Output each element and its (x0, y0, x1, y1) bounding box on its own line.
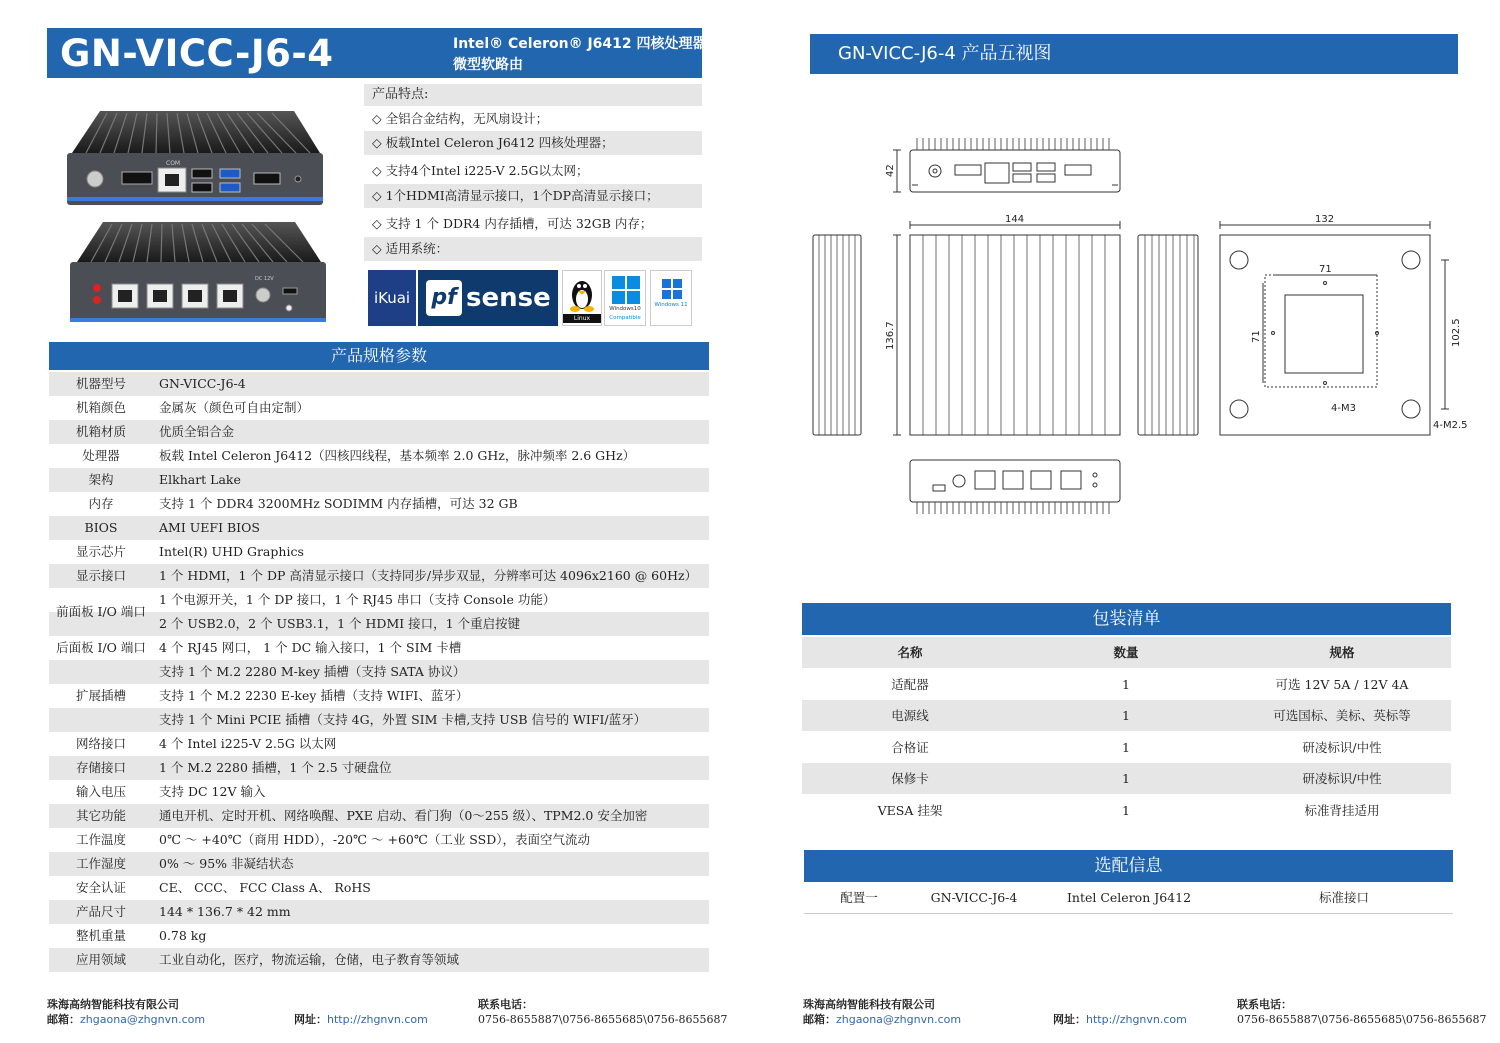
spec-label: 存储接口 (75, 760, 126, 775)
spec-value: 金属灰（颜色可自由定制） (159, 400, 310, 415)
win10-text-2: Compatible (609, 315, 641, 321)
dim-width: 144 (1005, 214, 1025, 225)
spec-label: 机箱材质 (75, 424, 126, 439)
footer-email-label: 邮箱： (47, 1013, 80, 1026)
windows-icon (606, 273, 646, 309)
dim-vesa-width: 71 (1319, 264, 1332, 275)
option-row (804, 882, 1453, 914)
footer-phone-right (1237, 997, 1487, 1027)
package-header-row (802, 637, 1451, 668)
feature-item: ◇ 支持 1 个 DDR4 内存插槽，可达 32GB 内存； (372, 216, 653, 231)
spec-label: 架构 (88, 472, 114, 487)
package-header: 名称 (897, 645, 923, 660)
dim-height: 42 (885, 164, 896, 177)
sense-text: sense (466, 283, 551, 313)
package-spec: 研凌标识/中性 (1302, 740, 1382, 755)
feature-item: ◇ 板载Intel Celeron J6412 四核处理器； (364, 131, 702, 155)
spec-label: 工作温度 (75, 832, 126, 847)
feature-item: ◇ 1个HDMI高清显示接口，1个DP高清显示接口； (364, 184, 702, 208)
spec-value: 板载 Intel Celeron J6412（四核四线程，基本频率 2.0 GHz，脉冲频率 2.6 GHz） (159, 448, 636, 463)
spec-label: 整机重量 (75, 928, 126, 943)
package-qty: 1 (1122, 708, 1130, 723)
package-name: 合格证 (891, 740, 929, 755)
com-port-label: COM (166, 160, 181, 167)
spec-value: 1 个 M.2 2280 插槽，1 个 2.5 寸硬盘位 (159, 760, 392, 775)
option-model: GN-VICC-J6-4 (930, 890, 1018, 905)
footer-site-label: 网址： (294, 1013, 327, 1026)
dim-depth: 136.7 (885, 321, 896, 350)
spec-title: 产品规格参数 (330, 346, 427, 365)
spec-value: 4 个 RJ45 网口， 1 个 DC 输入接口，1 个 SIM 卡槽 (159, 640, 462, 655)
feature-item: ◇ 支持4个Intel i225-V 2.5G以太网； (372, 163, 589, 178)
feature-item: ◇ 适用系统： (364, 237, 702, 261)
footer-phone-value: 0756-8655887\0756-8655685\0756-8655687 (478, 1013, 728, 1026)
footer-site (294, 1012, 428, 1027)
spec-label: 网络接口 (75, 736, 126, 751)
package-spec: 可选 12V 5A / 12V 4A (1275, 677, 1409, 692)
dim-screw-m25: 4-M2.5 (1433, 420, 1468, 431)
spec-value: 支持 1 个 DDR4 3200MHz SODIMM 内存插槽，可达 32 GB (159, 496, 518, 511)
spec-value: 优质全铝合金 (159, 424, 235, 439)
spec-value: 0% ～ 95% 非凝结状态 (159, 856, 294, 871)
footer-email-right[interactable]: zhgaona@zhgnvn.com (836, 1013, 962, 1026)
windows10-logo (604, 270, 646, 326)
spec-label: 工作湿度 (75, 856, 126, 871)
spec-label: 机箱颜色 (75, 400, 126, 415)
package-qty: 1 (1122, 771, 1130, 786)
footer-left (47, 997, 205, 1027)
spec-value: 0℃ ～ +40℃（商用 HDD），-20℃ ～ +60℃（工业 SSD），表面空气流动 (159, 832, 590, 847)
dim-screw-m3: 4-M3 (1331, 403, 1356, 414)
dim-vesa-height: 71 (1251, 330, 1262, 343)
option-title: 选配信息 (1094, 856, 1163, 876)
package-spec: 可选国标、美标、英标等 (1273, 708, 1411, 723)
spec-value: 支持 1 个 M.2 2230 E-key 插槽（支持 WIFI、蓝牙） (159, 688, 469, 703)
spec-value: 2 个 USB2.0，2 个 USB3.1，1 个 HDMI 接口，1 个重启按键 (159, 616, 521, 631)
device-back-image (67, 218, 332, 328)
spec-value: 通电开机、定时开机、网络唤醒、PXE 启动、看门狗（0～255 级）、TPM2.0 安全加密 (159, 808, 648, 823)
package-spec: 研凌标识/中性 (1302, 771, 1382, 786)
spec-value: 工业自动化，医疗，物流运输，仓储，电子教育等领域 (159, 952, 460, 967)
package-qty: 1 (1122, 677, 1130, 692)
spec-value: AMI UEFI BIOS (159, 520, 260, 535)
option-cpu: Intel Celeron J6412 (1066, 890, 1192, 905)
package-name: 适配器 (891, 677, 929, 692)
option-interface: 标准接口 (1318, 890, 1369, 905)
spec-value: 支持 1 个 M.2 2280 M-key 插槽（支持 SATA 协议） (159, 664, 466, 679)
package-title: 包装清单 (1092, 609, 1161, 629)
footer-phone-label-right: 联系电话： (1237, 998, 1292, 1011)
five-view-drawing (805, 125, 1475, 525)
spec-label: 内存 (88, 496, 114, 511)
spec-value: 144 * 136.7 * 42 mm (159, 904, 291, 919)
footer-right (803, 997, 961, 1027)
footer-site-right (1053, 1012, 1187, 1027)
spec-value: 1 个 HDMI，1 个 DP 高清显示接口（支持同步/异步双显，分辨率可达 4096x2160 @ 60Hz） (159, 568, 698, 583)
spec-value: Intel(R) UHD Graphics (159, 544, 304, 559)
spec-label: 机器型号 (75, 376, 126, 391)
win10-text-1: Windows10 (609, 306, 641, 312)
dim-bottom-width: 132 (1315, 214, 1335, 225)
package-row (802, 700, 1451, 731)
windows11-icon (652, 275, 692, 305)
pf-mark: pf (426, 280, 462, 316)
spec-label: 扩展插槽 (75, 688, 126, 703)
package-name: 保修卡 (891, 771, 929, 786)
footer-company: 珠海高纳智能科技有限公司 (47, 998, 179, 1011)
footer-site-link-right[interactable]: http://zhgnvn.com (1086, 1013, 1187, 1026)
pfsense-logo (418, 270, 558, 326)
dim-bottom-height: 102.5 (1451, 318, 1462, 347)
package-header: 数量 (1113, 645, 1139, 660)
feature-item: ◇ 全铝合金结构，无风扇设计； (372, 111, 549, 126)
package-row (802, 669, 1451, 700)
product-subtitle (453, 34, 707, 76)
package-row (802, 732, 1451, 763)
footer-phone (478, 997, 728, 1027)
footer-site-link[interactable]: http://zhgnvn.com (327, 1013, 428, 1026)
spec-value: CE、 CCC、 FCC Class A、 RoHS (159, 880, 371, 895)
subtitle-line-2: 微型软路由 (453, 57, 523, 73)
spec-label: 输入电压 (75, 784, 126, 799)
spec-label: 产品尺寸 (75, 904, 126, 919)
footer-phone-label: 联系电话： (478, 998, 533, 1011)
device-front-image (62, 105, 327, 215)
package-qty: 1 (1122, 740, 1130, 755)
package-name: 电源线 (891, 708, 929, 723)
spec-value: 4 个 Intel i225-V 2.5G 以太网 (159, 736, 337, 751)
package-name: VESA 挂架 (877, 803, 943, 818)
views-title: GN-VICC-J6-4 产品五视图 (838, 43, 1052, 64)
spec-value: 0.78 kg (159, 928, 207, 943)
package-row (802, 795, 1451, 826)
model-title: GN-VICC-J6-4 (60, 32, 334, 75)
linux-logo (562, 270, 602, 326)
package-row (802, 763, 1451, 794)
linux-logo-text: Linux (563, 314, 601, 323)
ikuai-logo (368, 270, 416, 326)
spec-value: Elkhart Lake (159, 472, 241, 487)
tux-icon (563, 273, 601, 313)
package-spec: 标准背挂适用 (1304, 803, 1380, 818)
ikuai-logo-text: iKuai (373, 289, 411, 307)
features-heading: 产品特点: (364, 84, 702, 106)
spec-label: 其它功能 (75, 808, 126, 823)
dc-port-label: DC 12V (255, 276, 274, 282)
footer-email-label-right: 邮箱： (803, 1013, 836, 1026)
spec-label: 安全认证 (75, 880, 126, 895)
spec-value: GN-VICC-J6-4 (159, 376, 246, 391)
footer-phone-value-right: 0756-8655887\0756-8655685\0756-8655687 (1237, 1013, 1487, 1026)
spec-value: 支持 1 个 Mini PCIE 插槽（支持 4G，外置 SIM 卡槽,支持 USB 信号的 WIFI/蓝牙） (159, 712, 647, 727)
spec-value: 1 个电源开关，1 个 DP 接口，1 个 RJ45 串口（支持 Console 功能） (159, 592, 556, 607)
footer-company-right: 珠海高纳智能科技有限公司 (803, 998, 935, 1011)
windows11-logo (650, 270, 692, 326)
spec-label: 显示接口 (75, 568, 126, 583)
footer-site-label-right: 网址： (1053, 1013, 1086, 1026)
spec-label: 应用领域 (75, 952, 126, 967)
win11-text: Windows 11 (654, 302, 688, 308)
footer-email[interactable]: zhgaona@zhgnvn.com (80, 1013, 206, 1026)
spec-label: 显示芯片 (75, 544, 126, 559)
spec-label: BIOS (84, 520, 118, 535)
spec-label: 处理器 (82, 448, 120, 463)
spec-label: 前面板 I/O 端口 (56, 604, 146, 619)
package-header: 规格 (1329, 645, 1355, 660)
subtitle-line-1: Intel® Celeron® J6412 四核处理器 (453, 36, 707, 52)
spec-label: 后面板 I/O 端口 (56, 640, 146, 655)
package-qty: 1 (1122, 803, 1130, 818)
spec-value: 支持 DC 12V 输入 (159, 784, 266, 799)
option-config: 配置一 (840, 890, 878, 905)
